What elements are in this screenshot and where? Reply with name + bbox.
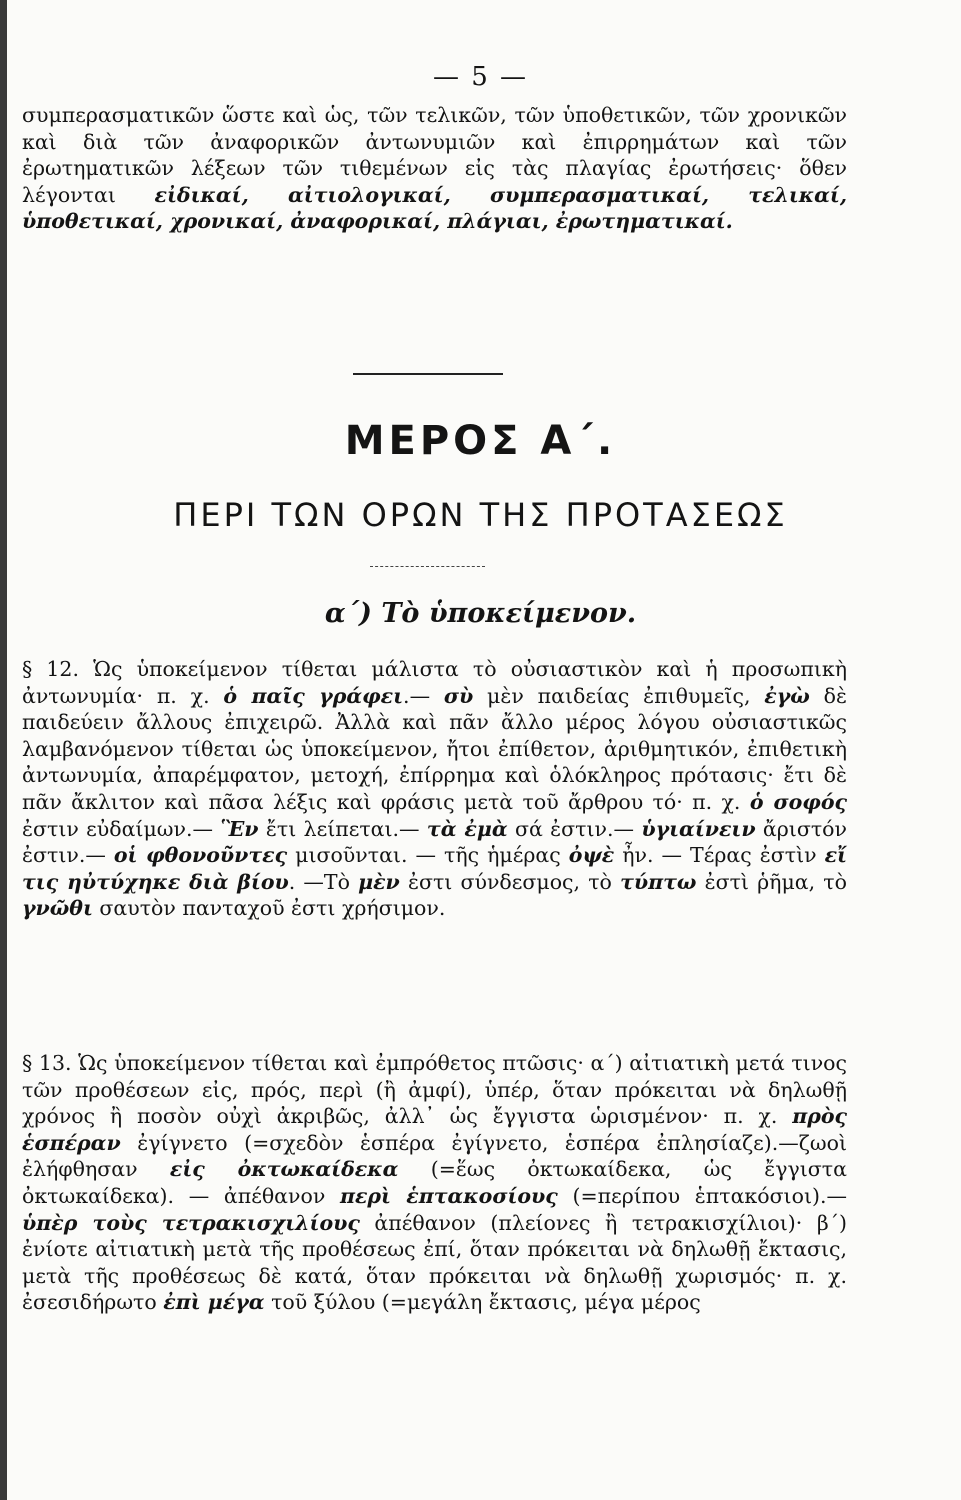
emphasis-run: γνῶθι bbox=[22, 896, 93, 921]
text-run: (=περίπου ἑπτακόσιοι).— bbox=[557, 1183, 847, 1208]
emphasis-run: ὁ σοφός bbox=[749, 789, 847, 814]
emphasis-run: Ἓν bbox=[220, 816, 259, 841]
emphasis-run: οἱ φθονοῦντες bbox=[113, 843, 288, 868]
text-run: τοῦ ξύλου (=μεγάλη ἔκτασις, μέγα μέρος bbox=[264, 1290, 701, 1315]
text-run: . —Τὸ bbox=[288, 869, 359, 894]
page-number: — 5 — bbox=[432, 62, 529, 92]
emphasis-run: σὺ bbox=[443, 683, 474, 708]
text-run: ἐστὶ ῥῆμα, τὸ bbox=[696, 869, 847, 894]
text-run: σά ἐστιν.— bbox=[507, 816, 642, 841]
emphasis-run: περὶ ἑπτακοσίους bbox=[339, 1183, 558, 1208]
emphasis-run: ὁ παῖς γράφει bbox=[223, 683, 404, 708]
paragraph-12 bbox=[22, 656, 847, 922]
text-run: συμπερασματικῶν ὥστε καὶ ὡς, τῶν τελικῶν, τῶν ὑποθετικῶν, τῶν χρονικῶν καὶ διὰ τῶν ἀναφορικῶν ἀντωνυμιῶν καὶ ἐπιρρημάτων καὶ τῶν ἐρωτηματικῶν λέξεων τῶν τιθεμένων εἰς τὰς πλαγίας ἐρωτήσεις· ὅθεν λέγονται bbox=[22, 103, 847, 207]
emphasis-run: εἰδικαί, αἰτιολογικαί, συμπερασματικαί, τελικαί, ὑποθετικαί, χρονικαί, ἀναφορικαί, πλάγιαι, ἐρωτηματικαί. bbox=[22, 182, 847, 234]
emphasis-run: πρὸς ἑσπέραν bbox=[22, 1104, 847, 1155]
text-run: ἀπέθανον (πλείονες ἢ τετρακισχίλιοι)· β΄) ἐνίοτε αἰτιατικὴ μετὰ τῆς προθέσεως ἐπί, ὅταν πρόκειται νὰ δηλωθῇ ἔκτασις, μετὰ τῆς προθέσεως δὲ κατά, ὅταν πρόκειται νὰ δηλωθῇ χωρισμός· π. χ. ἐσεσιδήρωτο bbox=[22, 1210, 847, 1315]
paragraph-13 bbox=[22, 1050, 847, 1316]
intro-paragraph bbox=[22, 102, 847, 235]
text-run: (=ἕως ὀκτωκαίδεκα, ὡς ἔγγιστα ὀκτωκαίδεκα). — ἀπέθανον bbox=[22, 1157, 847, 1208]
part-title: ΜΕΡΟΣ Α΄. bbox=[344, 418, 617, 464]
text-run: § 13. Ὡς ὑποκείμενον τίθεται καὶ ἐμπρόθετος πτῶσις· α΄) αἰτιατικὴ μετά τινος τῶν προθέσεων εἰς, πρός, περὶ (ἢ ἀμφί), ὑπέρ, ὅταν πρόκειται νὰ δηλωθῇ χρόνος ἢ ποσὸν οὐχὶ ἀκριβῶς, ἀλλ᾽ ὡς ἔγγιστα ὡρισμένον· π. χ. bbox=[22, 1051, 847, 1129]
text-run: ἄριστόν ἐστιν.— bbox=[22, 816, 847, 868]
emphasis-run: ἐπὶ μέγα bbox=[163, 1290, 265, 1315]
text-run: .— bbox=[403, 683, 444, 708]
text-run: δὲ παιδεύειν ἄλλους ἐπιχειρῶ. Ἀλλὰ καὶ πᾶν ἄλλο μέρος λόγου οὐσιαστικῶς λαμβανόμενον τίθεται ὡς ὑποκείμενον, ἤτοι ἐπίθετον, ἀριθμητικόν, ἐπιθετικὴ ἀντωνυμία, ἀπαρέμφατον, μετοχή, ἐπίρρημα καὶ ὁλόκληρος πρότασις· ἔτι δὲ πᾶν ἄκλιτον καὶ πᾶσα λέξις καὶ φράσις μετὰ τοῦ ἄρθρου τό· π. χ. bbox=[22, 683, 847, 814]
text-run: ἦν. — Τέρας ἐστὶν bbox=[614, 843, 825, 868]
emphasis-run: τύπτω bbox=[620, 869, 697, 894]
emphasis-run: εἰς ὀκτωκαίδεκα bbox=[169, 1157, 399, 1182]
text-run: ἐστιν εὐδαίμων.— bbox=[22, 816, 221, 841]
text-run: ἔτι λείπεται.— bbox=[258, 816, 427, 841]
emphasis-run: ὑπὲρ τοὺς τετρακισχιλίους bbox=[22, 1210, 360, 1235]
text-run: ἐγίγνετο (=σχεδὸν ἑσπέρα ἐγίγνετο, ἑσπέρα ἐπλησίαζε).—ζωοὶ ἐλήφθησαν bbox=[22, 1130, 847, 1182]
text-run: § 12. Ὡς ὑποκείμενον τίθεται μάλιστα τὸ οὐσιαστικὸν καὶ ἡ προσωπικὴ ἀντωνυμία· π. χ. bbox=[22, 657, 847, 708]
text-run: μὲν παιδείας ἐπιθυμεῖς, bbox=[473, 683, 765, 708]
emphasis-run: ὀψὲ bbox=[568, 843, 615, 868]
text-run: μισοῦνται. — τῆς ἡμέρας bbox=[287, 843, 569, 868]
section-title: ΠΕΡΙ ΤΩΝ ΟΡΩΝ ΤΗΣ ΠΡΟΤΑΣΕΩΣ bbox=[173, 496, 788, 534]
text-run: σαυτὸν πανταχοῦ ἐστι χρήσιμον. bbox=[92, 896, 446, 921]
emphasis-run: εἴ τις ηὐτύχηκε διὰ βίου bbox=[22, 843, 847, 894]
dashed-divider bbox=[370, 566, 485, 567]
binding-shadow bbox=[0, 0, 7, 1500]
text-run: ἐστι σύνδεσμος, τὸ bbox=[399, 869, 621, 894]
subsection-title: α΄) Τὸ ὑποκείμενον. bbox=[324, 598, 637, 629]
emphasis-run: τὰ ἐμὰ bbox=[426, 816, 508, 841]
emphasis-run: ἐγὼ bbox=[764, 683, 810, 708]
section-divider bbox=[353, 373, 503, 375]
emphasis-run: ὑγιαίνειν bbox=[641, 816, 756, 841]
emphasis-run: μὲν bbox=[358, 869, 400, 894]
